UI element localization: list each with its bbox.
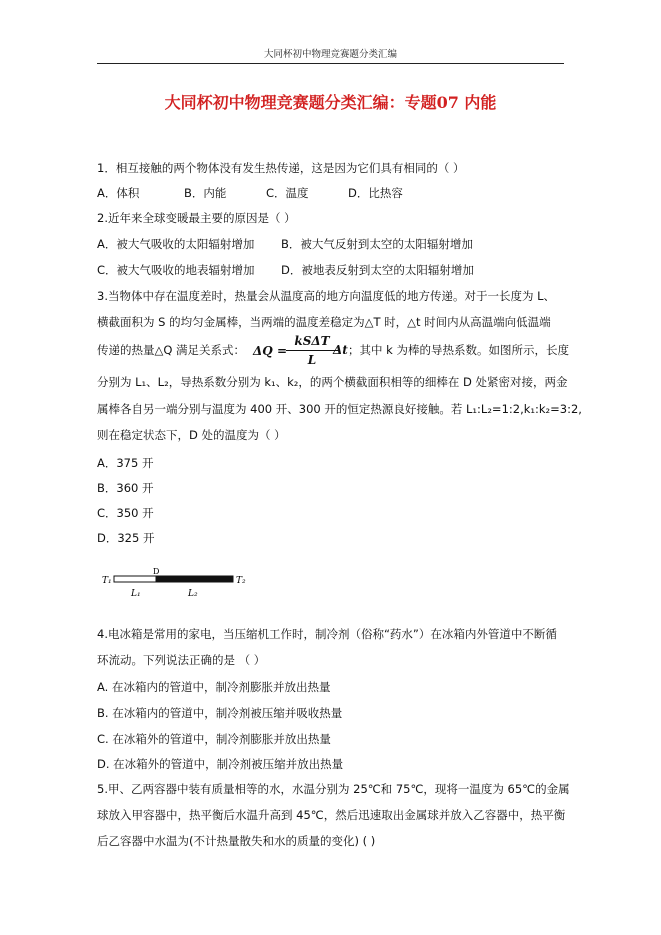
- label-t2: T₂: [236, 576, 246, 586]
- q3-line-6: 则在稳定状态下，D 处的温度为（ ）: [97, 428, 286, 442]
- rod-diagram: [100, 566, 250, 602]
- q4-line-2: 环流动。下列说法正确的是 （ ）: [97, 653, 266, 667]
- q3-line-2: 横截面积为 S 的均匀金属棒，当两端的温度差稳定为△T 时，△t 时间内从高温端向低温端: [97, 315, 551, 329]
- q4-line-1: 4.电冰箱是常用的家电，当压缩机工作时，制冷剂（俗称“药水”）在冰箱内外管道中不断循: [97, 627, 557, 641]
- formula-rhs: Δt: [333, 343, 348, 357]
- q3-option-d: D．325 开: [97, 531, 155, 545]
- q4-option-b: B. 在冰箱内的管道中，制冷剂被压缩并吸收热量: [97, 706, 343, 720]
- label-d: D: [153, 567, 160, 576]
- q4-option-d: D. 在冰箱外的管道中，制冷剂被压缩并放出热量: [97, 757, 344, 771]
- heat-flow-formula: [253, 334, 337, 368]
- q2-option-d: D．被地表反射到太空的太阳辐射增加: [281, 263, 474, 277]
- label-l1: L₁: [131, 589, 141, 599]
- q1-option-a: A．体积: [97, 186, 140, 200]
- label-t1: T₁: [102, 576, 112, 586]
- formula-fraction-bar: [286, 350, 338, 351]
- q1-stem: 1．相互接触的两个物体没有发生热传递，这是因为它们具有相同的（ ）: [97, 161, 465, 175]
- q3-line-3-post: ；其中 k 为棒的导热系数。如图所示，长度: [348, 343, 569, 357]
- header-rule: [97, 63, 564, 64]
- q5-line-3: 后乙容器中水温为(不计热量散失和水的质量的变化) ( ): [97, 834, 376, 848]
- q4-option-a: A. 在冰箱内的管道中，制冷剂膨胀并放出热量: [97, 680, 331, 694]
- q3-line-5: 属棒各自另一端分别与温度为 400 开、300 开的恒定热源良好接触。若 L₁:L₂=1:2,k₁:k₂=3:2,: [97, 402, 582, 416]
- q3-line-4: 分别为 L₁、L₂，导热系数分别为 k₁、k₂，的两个横截面积相等的细棒在 D 处紧密对接，两金: [97, 375, 568, 389]
- q3-option-a: A．375 开: [97, 456, 154, 470]
- q2-stem: 2.近年来全球变暖最主要的原因是（ ）: [97, 211, 296, 225]
- running-header: 大同杯初中物理竞赛题分类汇编: [263, 49, 397, 60]
- q3-line-3-pre: 传递的热量△Q 满足关系式：: [97, 343, 246, 357]
- q3-line-1: 3.当物体中存在温度差时，热量会从温度高的地方向温度低的地方传递。对于一长度为 L、: [97, 289, 556, 303]
- q5-line-2: 球放入甲容器中，热平衡后水温升高到 45℃，然后迅速取出金属球并放入乙容器中，热平衡: [97, 808, 566, 822]
- formula-lhs: ΔQ =: [253, 344, 287, 358]
- rod-1: [114, 576, 156, 582]
- q2-option-b: B．被大气反射到太空的太阳辐射增加: [281, 237, 473, 251]
- formula-denominator: L: [307, 353, 317, 367]
- formula-numerator: kSΔT: [294, 334, 330, 348]
- q1-option-d: D．比热容: [348, 186, 403, 200]
- q1-option-b: B．内能: [184, 186, 227, 200]
- label-l2: L₂: [188, 589, 198, 599]
- q2-option-c: C．被大气吸收的地表辐射增加: [97, 263, 255, 277]
- q1-option-c: C．温度: [266, 186, 309, 200]
- q3-option-b: B．360 开: [97, 481, 154, 495]
- q4-option-c: C. 在冰箱外的管道中，制冷剂膨胀并放出热量: [97, 732, 331, 746]
- q2-option-a: A．被大气吸收的太阳辐射增加: [97, 237, 255, 251]
- q3-option-c: C．350 开: [97, 506, 154, 520]
- document-title: 大同杯初中物理竞赛题分类汇编：专题07 内能: [164, 93, 497, 112]
- q5-line-1: 5.甲、乙两容器中装有质量相等的水，水温分别为 25℃和 75℃，现将一温度为 65℃的金属: [97, 782, 570, 796]
- rod-2: [156, 576, 233, 582]
